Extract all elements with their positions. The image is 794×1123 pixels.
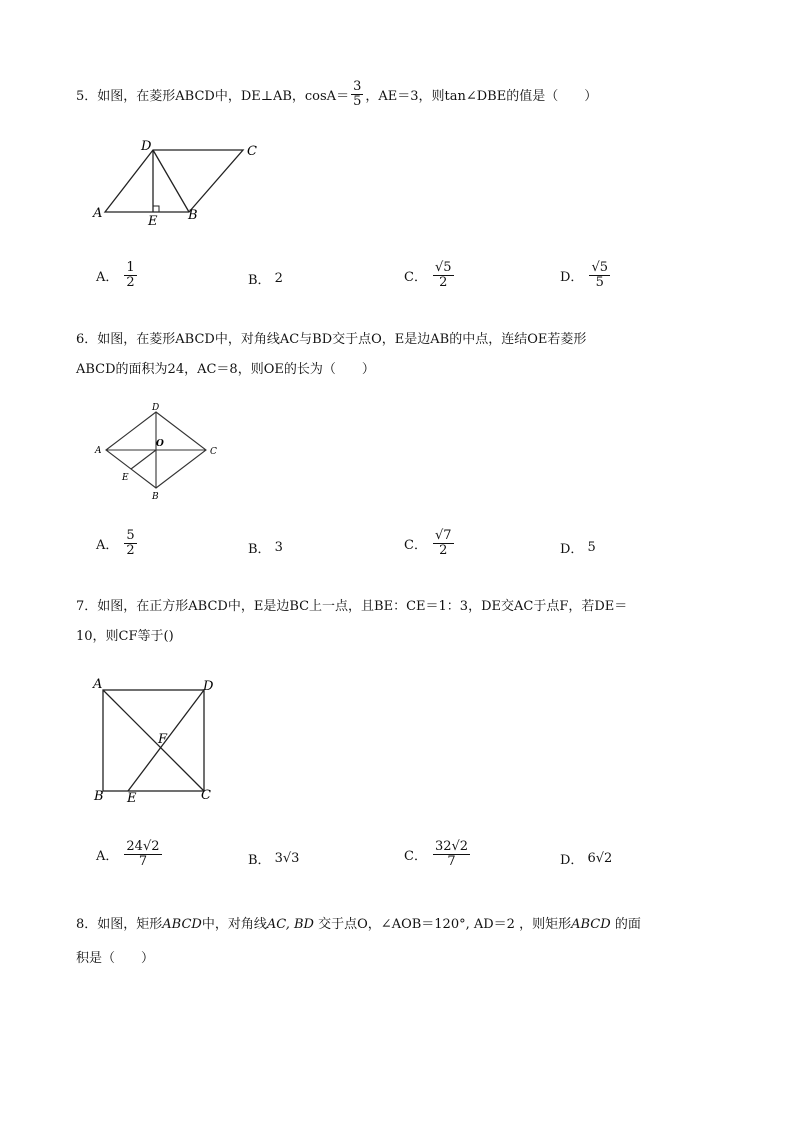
q7-stem: [76, 592, 716, 652]
q7-option-b[interactable]: [248, 849, 299, 868]
q6-option-b-label: B．: [248, 542, 271, 557]
q5-option-a-frac: [124, 261, 136, 289]
q7-label-d: D: [203, 679, 214, 694]
q5-option-a-label: A．: [96, 269, 119, 285]
q6-option-c[interactable]: [404, 529, 456, 557]
q5-right-angle-mark: [153, 206, 159, 212]
q5-label-c: C: [247, 144, 257, 159]
q5-c-rad: 5: [443, 260, 452, 275]
q6-option-d[interactable]: [560, 538, 596, 557]
q6-label-b: B: [152, 492, 159, 502]
q6-stem-line2: ABCD的面积为24，AC＝8，则OE的长为（ ）: [76, 362, 375, 377]
q8-math-angle: ∠AOB＝120°, AD＝2: [380, 917, 515, 932]
q5-c-den: 2: [439, 274, 448, 290]
q5-rhombus: [105, 150, 243, 212]
q7-label-b: B: [94, 789, 104, 804]
q6-label-d: D: [152, 403, 160, 413]
q7-b-root: √3: [282, 851, 300, 866]
q7-d-rad: 2: [604, 851, 613, 866]
q7-label-a: A: [93, 677, 103, 692]
q7-stem-line2: 10，则CF等于(): [76, 629, 174, 644]
q5-a-den: 2: [126, 274, 135, 290]
q7-label-e: E: [127, 791, 137, 806]
q7-square-diagram: [88, 672, 228, 808]
q5-a-num: 1: [126, 260, 135, 275]
q5-frac-num: 3: [353, 79, 362, 94]
q5-option-d-frac: [589, 261, 610, 289]
q7-option-a[interactable]: [96, 840, 164, 868]
q6-option-b-value: 3: [274, 540, 283, 555]
q8-stem: [76, 908, 716, 976]
q7-b-coef: 3: [274, 851, 283, 866]
q8-stem-line2: 积是（ ）: [76, 951, 155, 966]
q5-d-rad: 5: [599, 260, 609, 275]
q6-option-c-label: C．: [404, 537, 427, 553]
q8-text-1: 8．如图，矩形: [76, 917, 163, 932]
q6-oe-segment: [131, 450, 156, 469]
q6-rhombus-diagram: [90, 400, 225, 505]
q5-label-a: A: [93, 206, 103, 221]
q7-option-c[interactable]: [404, 840, 472, 868]
q5-option-c-frac: [433, 261, 454, 289]
q6-option-d-label: D．: [560, 542, 584, 557]
q5-d-num: √5: [591, 260, 609, 275]
q6-label-c: C: [210, 447, 217, 457]
q6-option-a-frac: [124, 529, 136, 557]
q6-a-den: 2: [126, 542, 135, 558]
q6-stem: [76, 325, 716, 385]
q5-option-b-value: 2: [274, 271, 283, 286]
q5-label-e: E: [148, 214, 158, 229]
q5-option-d[interactable]: [560, 261, 612, 289]
q7-option-d[interactable]: [560, 849, 612, 868]
q6-stem-line1: 6．如图，在菱形ABCD中，对角线AC与BD交于点O，E是边AB的中点，连结OE若菱形: [76, 332, 587, 347]
q7-diagonal-ac: [103, 690, 204, 791]
q6-c-num: √7: [434, 528, 452, 543]
q7-a-den: 7: [138, 853, 148, 869]
q5-label-b: B: [188, 208, 198, 223]
q8-math-abcd-2: ABCD: [571, 917, 611, 932]
q5-option-b[interactable]: [248, 269, 283, 288]
q7-label-f: F: [158, 732, 168, 747]
q7-a-coef: 24: [126, 839, 143, 854]
q8-text-9: 的面: [614, 917, 641, 932]
q5-rhombus-diagram: [86, 136, 266, 236]
q7-option-c-label: C．: [404, 848, 427, 864]
q5-stem-prefix: 5．如图，在菱形ABCD中，DE⊥AB，cosA＝: [76, 88, 350, 104]
q5-option-b-label: B．: [248, 273, 271, 288]
q7-c-rad: 2: [459, 839, 469, 854]
q6-label-a: A: [95, 446, 102, 456]
q7-b-rad: 3: [291, 851, 300, 866]
q7-option-c-frac: [433, 840, 470, 868]
q6-option-b[interactable]: [248, 538, 283, 557]
q8-text-7: ，则矩形: [519, 917, 572, 932]
q6-option-d-value: 5: [587, 540, 596, 555]
q8-stem-line1: [76, 908, 716, 942]
q7-label-c: C: [201, 788, 211, 803]
q6-option-c-frac: [433, 529, 454, 557]
q6-label-e: E: [122, 473, 129, 483]
q7-c-den: 7: [447, 853, 456, 869]
q5-cos-fraction: [351, 80, 363, 108]
q7-option-a-frac: [124, 840, 161, 868]
q6-c-den: 2: [439, 542, 448, 558]
q6-c-rad: 7: [443, 528, 452, 543]
q7-a-num: 24√2: [126, 839, 160, 854]
q7-d-root: √2: [595, 851, 613, 866]
q5-stem-suffix: ，AE＝3，则tan∠DBE的值是（ ）: [365, 88, 598, 104]
q5-c-num: √5: [434, 260, 452, 275]
q7-c-num: 32√2: [434, 839, 469, 854]
q6-a-num: 5: [126, 528, 135, 543]
q5-option-c[interactable]: [404, 261, 456, 289]
q7-option-d-label: D．: [560, 853, 584, 868]
q7-d-coef: 6: [587, 851, 596, 866]
q8-math-abcd-1: ABCD: [162, 917, 202, 932]
q8-text-3: 中，对角线: [201, 917, 267, 932]
q5-option-a[interactable]: [96, 261, 139, 289]
q5-db-segment: [153, 150, 189, 212]
q5-d-den: 5: [595, 274, 604, 290]
q6-label-o: O: [156, 439, 164, 449]
q7-stem-line1: 7．如图，在正方形ABCD中，E是边BC上一点，且BE：CE＝1：3，DE交AC于点F，若DE＝: [76, 599, 628, 614]
q7-option-a-label: A．: [96, 848, 119, 864]
q8-math-diagonals: AC, BD: [266, 917, 314, 932]
q5-frac-den: 5: [353, 93, 362, 109]
q7-option-b-label: B．: [248, 853, 271, 868]
q7-a-rad: 2: [151, 839, 160, 854]
q6-option-a[interactable]: [96, 529, 139, 557]
q6-option-a-label: A．: [96, 537, 119, 553]
q5-stem: [76, 80, 597, 108]
q5-label-d: D: [141, 139, 152, 154]
q8-text-5: 交于点O，: [318, 917, 381, 932]
q5-option-c-label: C．: [404, 269, 427, 285]
q5-option-d-label: D．: [560, 269, 584, 285]
q7-c-coef: 32: [434, 839, 452, 854]
